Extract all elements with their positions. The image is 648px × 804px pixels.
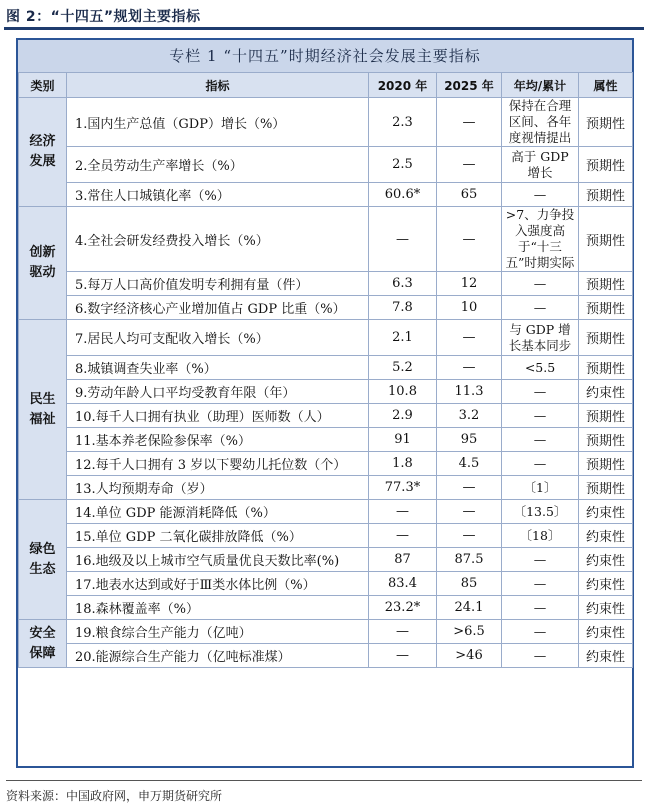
table-row [19, 147, 633, 183]
value-2025-cell: 4.5 [437, 452, 502, 476]
indicator-cell: 13.人均预期寿命（岁） [67, 476, 369, 500]
value-2025-cell: — [437, 320, 502, 356]
value-2025-cell: 87.5 [437, 548, 502, 572]
header-indicator: 指标 [67, 73, 369, 98]
attribute-cell: 约束性 [579, 380, 633, 404]
header-2020: 2020 年 [369, 73, 437, 98]
value-2025-cell: 12 [437, 272, 502, 296]
value-2025-cell: 24.1 [437, 596, 502, 620]
indicator-cell: 2.全员劳动生产率增长（%） [67, 147, 369, 183]
indicator-cell: 4.全社会研发经费投入增长（%） [67, 207, 369, 272]
annual-cell: — [502, 596, 579, 620]
source-note: 资料来源：中国政府网，申万期货研究所 [6, 780, 642, 804]
attribute-cell: 预期性 [579, 452, 633, 476]
attribute-cell: 约束性 [579, 572, 633, 596]
attribute-cell: 预期性 [579, 356, 633, 380]
value-2020-cell: 2.9 [369, 404, 437, 428]
title-divider [4, 27, 644, 30]
table-row [19, 272, 633, 296]
category-cell: 民生福祉 [19, 320, 67, 500]
indicator-cell: 7.居民人均可支配收入增长（%） [67, 320, 369, 356]
attribute-cell: 预期性 [579, 98, 633, 147]
attribute-cell: 预期性 [579, 183, 633, 207]
table-row [19, 404, 633, 428]
value-2020-cell: — [369, 644, 437, 668]
annual-cell: — [502, 296, 579, 320]
annual-cell: — [502, 380, 579, 404]
value-2025-cell: — [437, 207, 502, 272]
header-attribute: 属性 [579, 73, 633, 98]
attribute-cell: 约束性 [579, 644, 633, 668]
indicator-cell: 19.粮食综合生产能力（亿吨） [67, 620, 369, 644]
figure-title: 图 2：“十四五”规划主要指标 [6, 9, 201, 25]
annual-cell: 保持在合理区间、各年度视情提出 [502, 98, 579, 147]
annual-cell: — [502, 428, 579, 452]
indicator-cell: 16.地级及以上城市空气质量优良天数比率(%) [67, 548, 369, 572]
table-row [19, 380, 633, 404]
indicator-cell: 17.地表水达到或好于Ⅲ类水体比例（%） [67, 572, 369, 596]
value-2025-cell: 10 [437, 296, 502, 320]
value-2020-cell: 23.2* [369, 596, 437, 620]
table-row [19, 572, 633, 596]
indicator-cell: 8.城镇调查失业率（%） [67, 356, 369, 380]
attribute-cell: 约束性 [579, 596, 633, 620]
value-2025-cell: — [437, 500, 502, 524]
category-cell: 安全保障 [19, 620, 67, 668]
annual-cell: 高于 GDP 增长 [502, 147, 579, 183]
value-2020-cell: — [369, 620, 437, 644]
indicator-cell: 15.单位 GDP 二氧化碳排放降低（%） [67, 524, 369, 548]
value-2020-cell: 2.3 [369, 98, 437, 147]
table-row [19, 452, 633, 476]
annual-cell: >7、力争投入强度高于“十三五”时期实际 [502, 207, 579, 272]
value-2020-cell: 2.5 [369, 147, 437, 183]
indicator-cell: 11.基本养老保险参保率（%） [67, 428, 369, 452]
indicator-panel [16, 38, 634, 768]
table-row [19, 524, 633, 548]
annual-cell: — [502, 644, 579, 668]
table-body [19, 98, 633, 668]
annual-cell: — [502, 548, 579, 572]
table-row [19, 296, 633, 320]
indicator-cell: 20.能源综合生产能力（亿吨标准煤） [67, 644, 369, 668]
indicator-cell: 12.每千人口拥有 3 岁以下婴幼儿托位数（个） [67, 452, 369, 476]
value-2020-cell: — [369, 500, 437, 524]
value-2025-cell: — [437, 98, 502, 147]
box-title: 专栏 1 “十四五”时期经济社会发展主要指标 [18, 40, 632, 72]
attribute-cell: 约束性 [579, 548, 633, 572]
attribute-cell: 约束性 [579, 620, 633, 644]
value-2025-cell: 65 [437, 183, 502, 207]
value-2020-cell: 6.3 [369, 272, 437, 296]
value-2025-cell: 3.2 [437, 404, 502, 428]
attribute-cell: 约束性 [579, 524, 633, 548]
annual-cell: — [502, 572, 579, 596]
attribute-cell: 预期性 [579, 207, 633, 272]
value-2025-cell: >46 [437, 644, 502, 668]
attribute-cell: 预期性 [579, 404, 633, 428]
category-cell: 经济发展 [19, 98, 67, 207]
annual-cell: 〔18〕 [502, 524, 579, 548]
annual-cell: 与 GDP 增长基本同步 [502, 320, 579, 356]
value-2020-cell: — [369, 207, 437, 272]
value-2025-cell: — [437, 356, 502, 380]
category-cell: 创新驱动 [19, 207, 67, 320]
value-2025-cell: — [437, 147, 502, 183]
value-2020-cell: 7.8 [369, 296, 437, 320]
annual-cell: <5.5 [502, 356, 579, 380]
value-2025-cell: — [437, 524, 502, 548]
table-row [19, 596, 633, 620]
header-2025: 2025 年 [437, 73, 502, 98]
attribute-cell: 预期性 [579, 476, 633, 500]
value-2020-cell: — [369, 524, 437, 548]
value-2020-cell: 10.8 [369, 380, 437, 404]
value-2025-cell: 11.3 [437, 380, 502, 404]
annual-cell: — [502, 183, 579, 207]
value-2020-cell: 1.8 [369, 452, 437, 476]
attribute-cell: 预期性 [579, 147, 633, 183]
table-row [19, 548, 633, 572]
table-row [19, 98, 633, 147]
indicator-cell: 5.每万人口高价值发明专利拥有量（件） [67, 272, 369, 296]
table-row [19, 620, 633, 644]
indicator-cell: 1.国内生产总值（GDP）增长（%） [67, 98, 369, 147]
annual-cell: — [502, 452, 579, 476]
attribute-cell: 预期性 [579, 320, 633, 356]
annual-cell: 〔1〕 [502, 476, 579, 500]
table-row [19, 320, 633, 356]
value-2020-cell: 60.6* [369, 183, 437, 207]
table-row [19, 207, 633, 272]
value-2025-cell: 85 [437, 572, 502, 596]
indicator-cell: 9.劳动年龄人口平均受教育年限（年） [67, 380, 369, 404]
attribute-cell: 预期性 [579, 272, 633, 296]
value-2020-cell: 91 [369, 428, 437, 452]
table-row [19, 500, 633, 524]
table-row [19, 183, 633, 207]
indicators-table [18, 72, 633, 668]
table-row [19, 428, 633, 452]
indicator-cell: 6.数字经济核心产业增加值占 GDP 比重（%） [67, 296, 369, 320]
annual-cell: — [502, 272, 579, 296]
table-row [19, 644, 633, 668]
indicator-cell: 3.常住人口城镇化率（%） [67, 183, 369, 207]
value-2025-cell: 95 [437, 428, 502, 452]
indicator-cell: 10.每千人口拥有执业（助理）医师数（人） [67, 404, 369, 428]
header-row [19, 73, 633, 98]
attribute-cell: 约束性 [579, 500, 633, 524]
category-cell: 绿色生态 [19, 500, 67, 620]
value-2025-cell: — [437, 476, 502, 500]
indicator-cell: 14.单位 GDP 能源消耗降低（%） [67, 500, 369, 524]
value-2020-cell: 83.4 [369, 572, 437, 596]
header-annual: 年均/累计 [502, 73, 579, 98]
value-2020-cell: 77.3* [369, 476, 437, 500]
table-row [19, 476, 633, 500]
indicator-cell: 18.森林覆盖率（%） [67, 596, 369, 620]
header-category: 类别 [19, 73, 67, 98]
attribute-cell: 预期性 [579, 296, 633, 320]
value-2025-cell: >6.5 [437, 620, 502, 644]
table-row [19, 356, 633, 380]
annual-cell: — [502, 404, 579, 428]
attribute-cell: 预期性 [579, 428, 633, 452]
annual-cell: 〔13.5〕 [502, 500, 579, 524]
value-2020-cell: 5.2 [369, 356, 437, 380]
value-2020-cell: 2.1 [369, 320, 437, 356]
value-2020-cell: 87 [369, 548, 437, 572]
annual-cell: — [502, 620, 579, 644]
